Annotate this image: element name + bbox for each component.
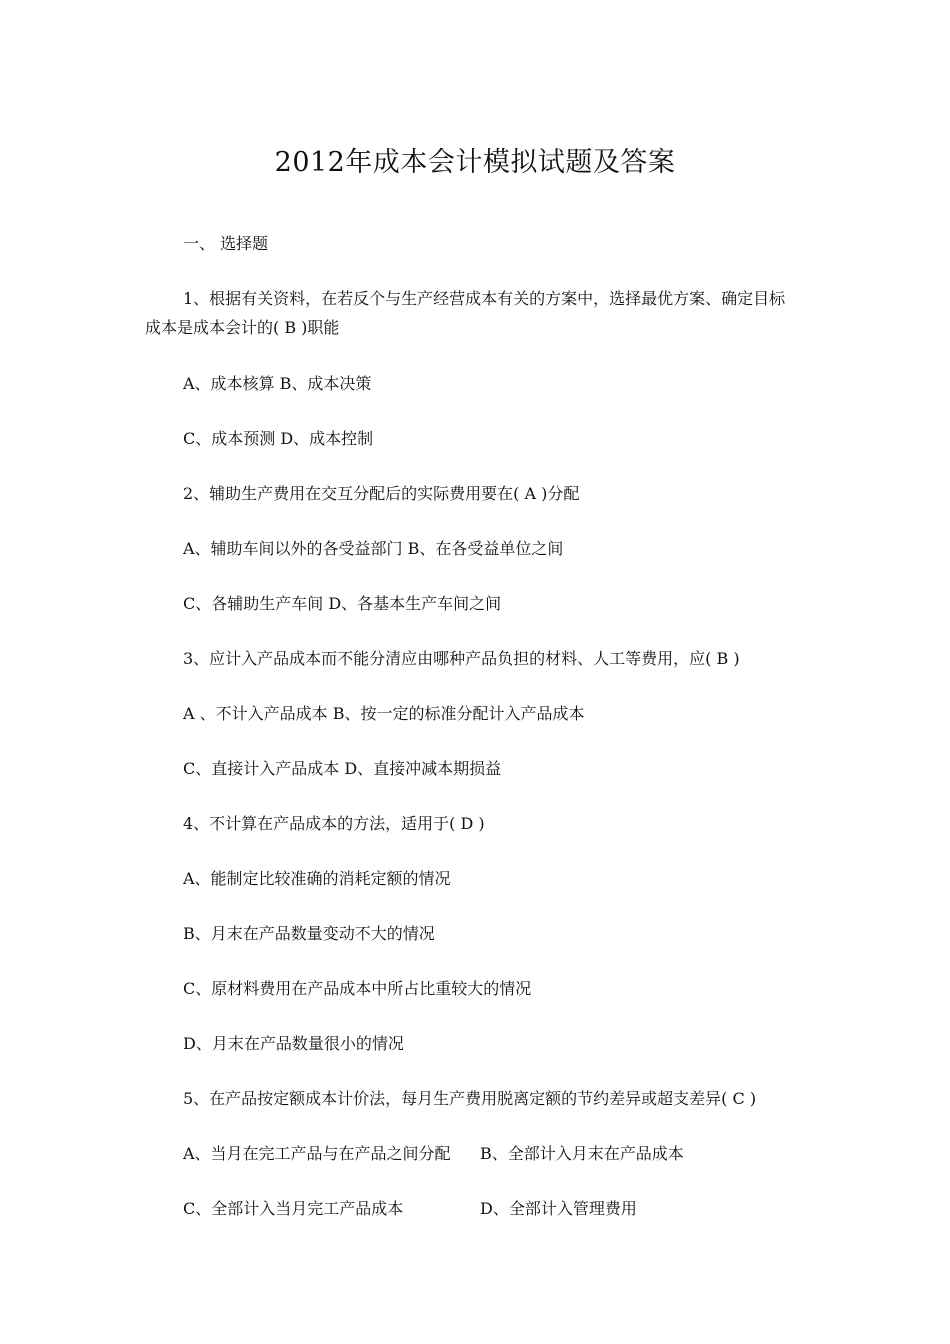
question-4-option-line: D、月末在产品数量很小的情况 xyxy=(183,1034,404,1053)
question-5-option-c: C、全部计入当月完工产品成本 xyxy=(183,1199,404,1218)
question-2-stem: 2、辅助生产费用在交互分配后的实际费用要在( A )分配 xyxy=(183,484,580,503)
question-4-option-line: C、原材料费用在产品成本中所占比重较大的情况 xyxy=(183,979,532,998)
question-4-option-line: A、能制定比较准确的消耗定额的情况 xyxy=(183,869,451,888)
question-5-option-a: A、当月在完工产品与在产品之间分配 xyxy=(183,1144,451,1163)
question-1-stem-line1: 1、根据有关资料，在若反个与生产经营成本有关的方案中，选择最优方案、确定目标 xyxy=(183,289,786,308)
question-2-option-line: A、辅助车间以外的各受益部门 B、在各受益单位之间 xyxy=(183,539,564,558)
question-4-stem: 4、不计算在产品成本的方法，适用于( D ) xyxy=(183,814,485,833)
question-1-option-line: A、成本核算 B、成本决策 xyxy=(183,374,372,393)
question-4-option-line: B、月末在产品数量变动不大的情况 xyxy=(183,924,435,943)
question-1-option-line: C、成本预测 D、成本控制 xyxy=(183,429,374,448)
question-5-option-d: D、全部计入管理费用 xyxy=(480,1199,637,1218)
question-3-option-line: C、直接计入产品成本 D、直接冲减本期损益 xyxy=(183,759,502,778)
question-3-stem: 3、应计入产品成本而不能分清应由哪种产品负担的材料、人工等费用，应( B ) xyxy=(183,649,740,668)
question-5-option-b: B、全部计入月末在产品成本 xyxy=(480,1144,684,1163)
question-3-option-line: A 、不计入产品成本 B、按一定的标准分配计入产品成本 xyxy=(183,704,585,723)
question-2-option-line: C、各辅助生产车间 D、各基本生产车间之间 xyxy=(183,594,502,613)
section-heading: 一、 选择题 xyxy=(183,234,269,253)
question-5-stem: 5、在产品按定额成本计价法，每月生产费用脱离定额的节约差异或超支差异( C ) xyxy=(183,1089,757,1108)
document-title: 2012年成本会计模拟试题及答案 xyxy=(274,147,676,178)
question-1-stem-line2: 成本是成本会计的( B )职能 xyxy=(145,318,340,337)
